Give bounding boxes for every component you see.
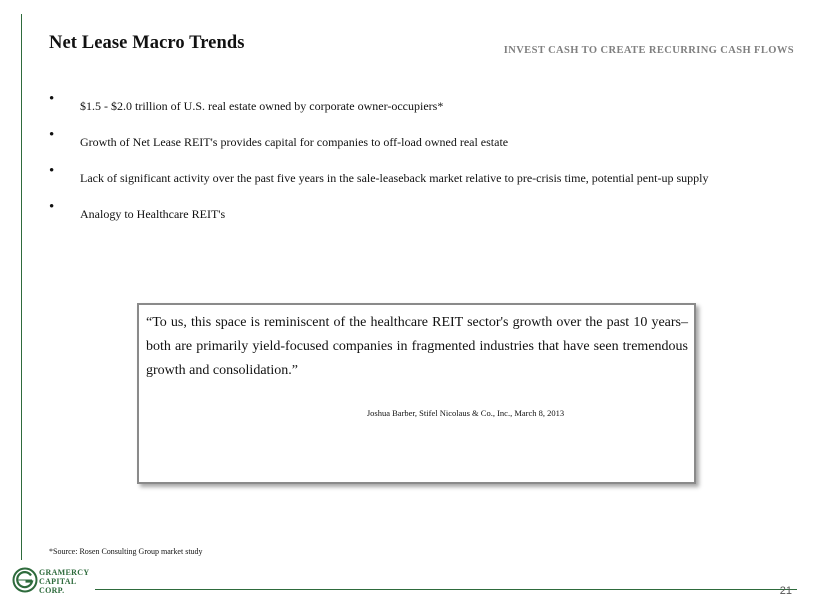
logo-wordmark — [39, 568, 89, 595]
bullet-item — [49, 88, 789, 124]
bullet-text: Analogy to Healthcare REIT's — [80, 207, 226, 221]
slide-title: Net Lease Macro Trends — [49, 33, 245, 53]
bullet-list — [49, 91, 789, 232]
bullet-dot-icon: • — [49, 163, 55, 179]
gramercy-g-logo-icon — [12, 567, 38, 593]
quote-attribution: Joshua Barber, Stifel Nicolaus & Co., Inc., March 8, 2013 — [366, 408, 565, 418]
page-number: 21 — [779, 585, 792, 597]
bullet-dot-icon: • — [49, 199, 55, 215]
slide-tagline: INVEST CASH TO CREATE RECURRING CASH FLOWS — [503, 45, 794, 56]
logo-line: CORP. — [39, 586, 65, 595]
bullet-text: $1.5 - $2.0 trillion of U.S. real estate owned by corporate owner-occupiers* — [80, 99, 444, 113]
quote-box — [137, 303, 696, 484]
footer-rule — [95, 589, 797, 590]
company-logo — [12, 565, 92, 601]
source-footnote: *Source: Rosen Consulting Group market study — [49, 547, 203, 556]
bullet-dot-icon: • — [49, 91, 55, 107]
bullet-item — [49, 160, 789, 196]
bullet-item — [49, 124, 789, 160]
bullet-text: Growth of Net Lease REIT's provides capital for companies to off-load owned real estate — [80, 135, 509, 149]
left-vertical-rule — [21, 14, 22, 560]
bullet-item — [49, 196, 789, 232]
quote-text: “To us, this space is reminiscent of the healthcare REIT sector's growth over the past 10 years– both are primarily yield-focused companies in fragmented industries that have seen tremendous growth and consolidation.” — [146, 315, 688, 378]
bullet-dot-icon: • — [49, 127, 55, 143]
logo-line: CAPITAL — [39, 577, 77, 586]
logo-line: GRAMERCY — [39, 568, 90, 577]
bullet-text: Lack of significant activity over the past five years in the sale-leaseback market relative to pre-crisis time, potential pent-up supply — [80, 171, 709, 185]
